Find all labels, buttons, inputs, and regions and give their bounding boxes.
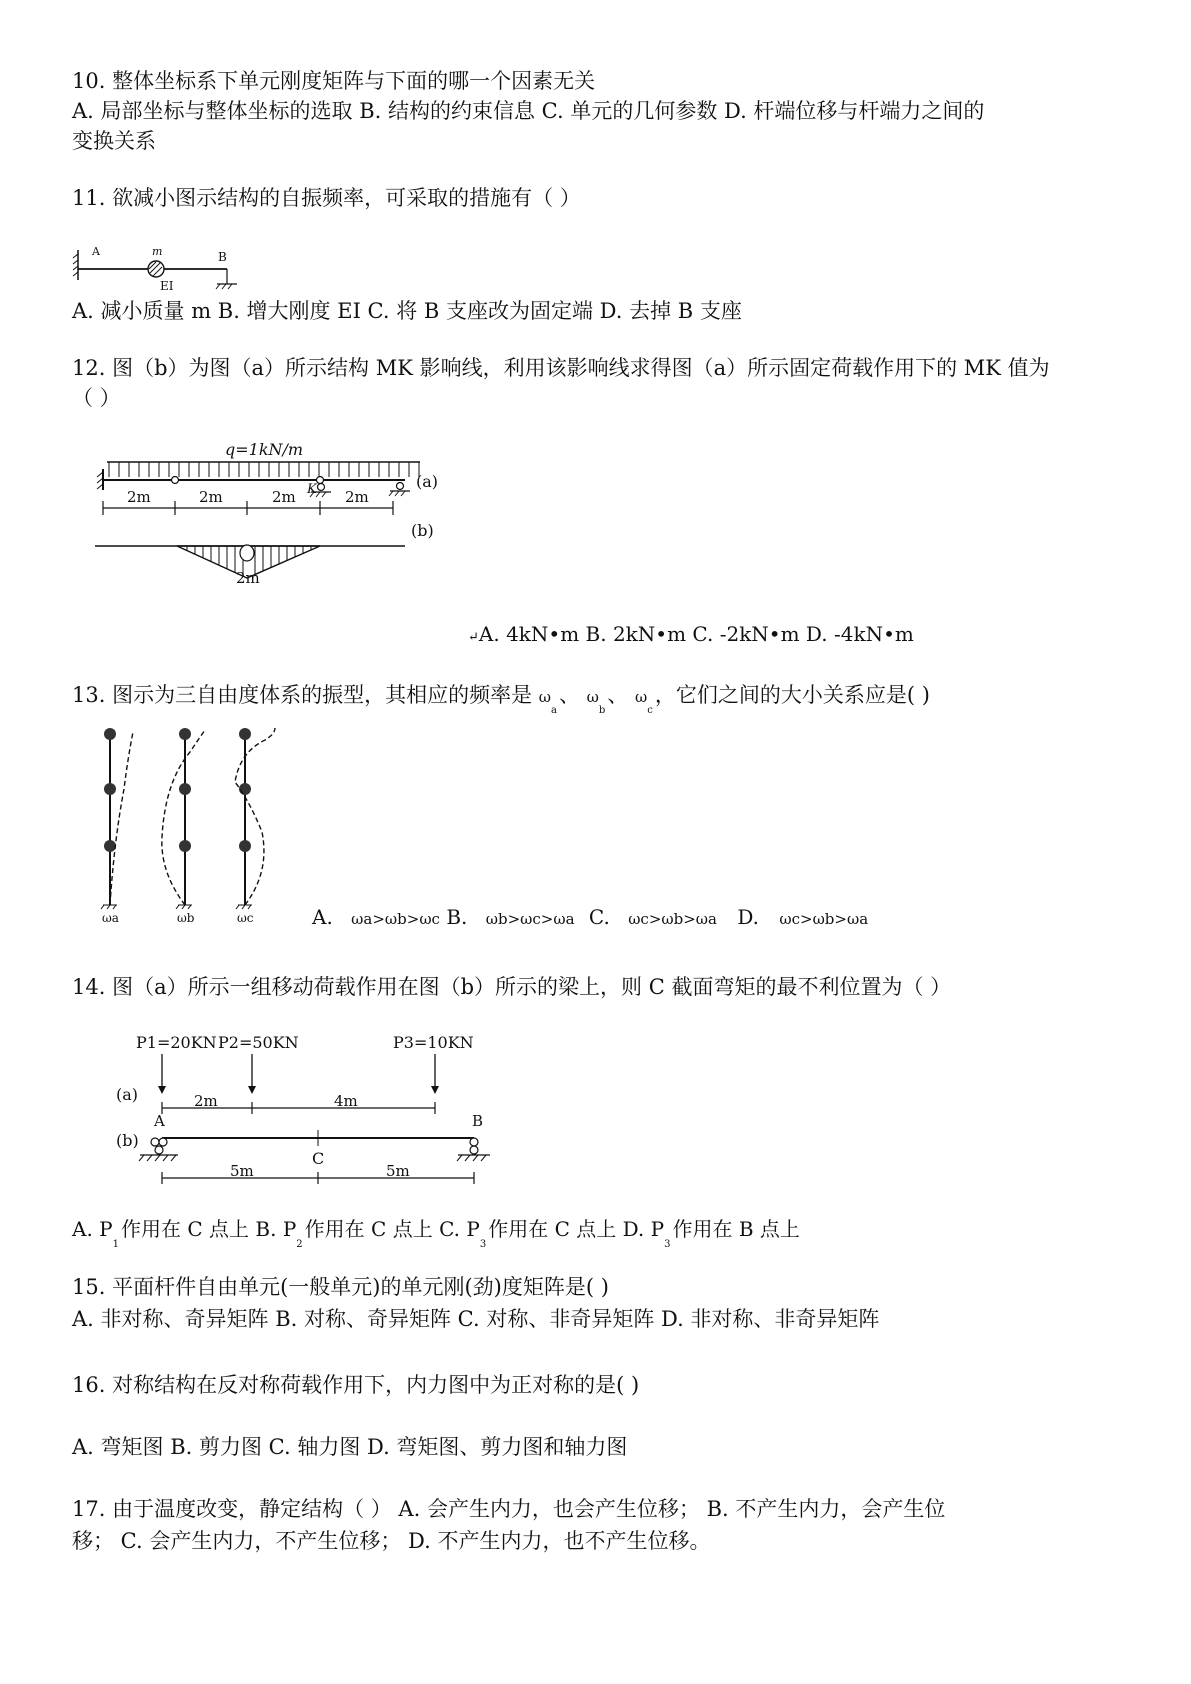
q14-label-a: (a) [116,1085,139,1104]
q12-stem: 12. 图（b）为图（a）所示结构 MK 影响线，利用该影响线求得图（a）所示固定荷载作用下的 MK 值为 [72,356,1050,380]
q12-label-k: K [307,482,317,497]
q13-opt-c: ωc>ωb>ωa [628,910,717,928]
q14-dim-5m-left: 5m [230,1162,254,1180]
q12-dim-2: 2m [199,488,223,506]
q14-stem: 14. 图（a）所示一组移动荷载作用在图（b）所示的梁上，则 C 截面弯矩的最不利位置为（ ） [72,975,952,999]
q15-options: A. 非对称、奇异矩阵 B. 对称、奇异矩阵 C. 对称、非奇异矩阵 D. 非对称、非奇异矩阵 [72,1307,880,1331]
q12-figure [95,440,480,630]
q14-p2: P2=50KN [218,1033,299,1052]
q12-label-b: (b) [411,521,434,540]
q15-stem: 15. 平面杆件自由单元(一般单元)的单元刚(劲)度矩阵是( ) [72,1275,609,1299]
q11-options: A. 减小质量 m B. 增大刚度 EI C. 将 B 支座改为固定端 D. 去掉 B 支座 [72,299,742,323]
q11-label-a: A [92,245,100,258]
q12-load-label: q=1kN/m [225,440,304,459]
omega-a: ω [538,688,551,706]
q14-figure [110,1030,530,1205]
distributed-load-arrows [109,462,419,477]
omega-b: ω [586,688,599,706]
q12-dim-3: 2m [272,488,296,506]
q14-dim-5m-right: 5m [386,1162,410,1180]
omega-c: ω [634,688,648,706]
q16-options: A. 弯矩图 B. 剪力图 C. 轴力图 D. 弯矩图、剪力图和轴力图 [72,1435,628,1459]
q12-options: ↵A. 4kN•m B. 2kN•m C. -2kN•m D. -4kN•m [468,622,914,646]
q13-label-wc: ωc [237,911,254,922]
q10-options: A. 局部坐标与整体坐标的选取 B. 结构的约束信息 C. 单元的几何参数 D. 杆端位移与杆端力之间的 [72,99,985,123]
hinge-icon [317,477,324,484]
q14-label-B: B [472,1112,484,1130]
q11-stem: 11. 欲减小图示结构的自振频率，可采取的措施有（ ） [72,186,581,210]
q12-ordinate: 2m [236,569,260,587]
q13-opt-b: ωb>ωc>ωa [485,910,575,928]
q11-label-m: m [152,245,163,258]
q14-p3: P3=10KN [393,1033,474,1052]
q13-opt-d: ωc>ωb>ωa [779,910,869,928]
q14-label-b: (b) [116,1131,139,1150]
q12-label-a: (a) [416,472,439,491]
q14-options: A. $P_1$作用在 C 点上 B. $P_2$作用在 C 点上 C. $P_3$作用在 C 点上 D. $P_3$作用在 B 点上 [72,1217,800,1250]
mass-icon [148,261,164,277]
q13-figure [90,722,300,922]
q12-dim-4: 2m [345,488,369,506]
q10-stem: 10. 整体坐标系下单元刚度矩阵与下面的哪一个因素无关 [72,69,596,93]
q13-opt-a: ωa>ωb>ωc [351,910,440,928]
q13-label-wa: ωa [102,911,119,922]
q13-options: A. ωa>ωb>ωc B. ωb>ωc>ωa C. ωc>ωb>ωa D. ωc>ωb>ωa [312,905,869,929]
q13-label-wb: ωb [177,911,195,922]
q12-stem-cont: （ ） [72,386,121,410]
q13-stem: 13. 图示为三自由度体系的振型，其相应的频率是 $\omega_a$、 $\omega_b$、 $\omega_c$，它们之间的大小关系应是( ) [72,683,930,716]
q11-label-ei: EI [160,279,174,293]
q16-stem: 16. 对称结构在反对称荷载作用下，内力图中为正对称的是( ) [72,1373,640,1397]
q17-line1: 17. 由于温度改变，静定结构（ ） A. 会产生内力，也会产生位移； B. 不产生内力，会产生位 [72,1497,946,1521]
hinge-icon [172,477,179,484]
q14-label-C: C [312,1149,325,1168]
q14-dim-2m: 2m [194,1092,218,1110]
q12-dim-1: 2m [127,488,151,506]
q14-p1: P1=20KN [136,1033,217,1052]
q17-line2: 移； C. 会产生内力，不产生位移； D. 不产生内力，也不产生位移。 [72,1529,711,1553]
q14-label-A: A [154,1112,165,1130]
q14-dim-4m: 4m [334,1092,358,1110]
q11-label-b: B [218,250,227,264]
q11-figure [70,240,250,298]
q10-options-cont: 变换关系 [72,129,156,153]
